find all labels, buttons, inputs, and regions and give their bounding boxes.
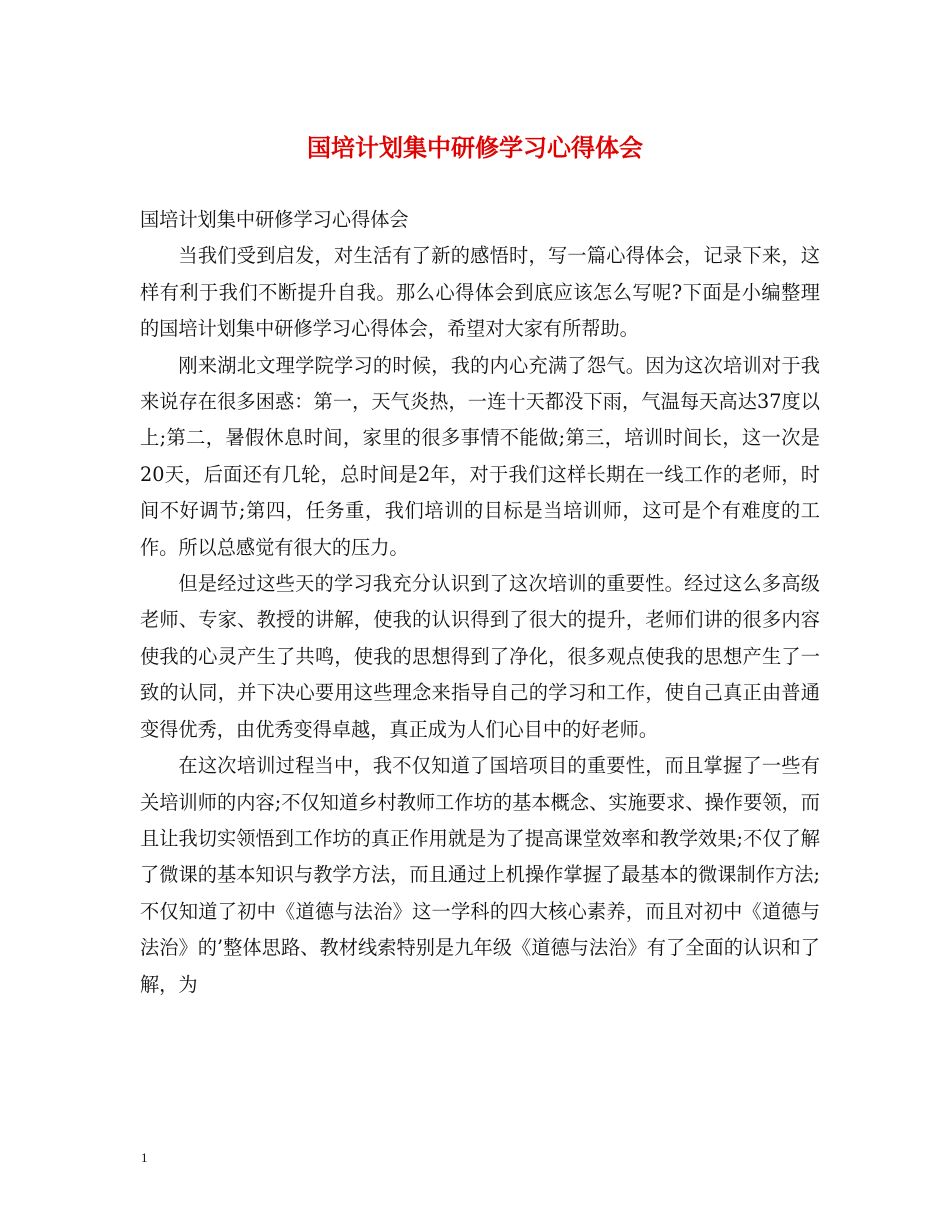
document-title: 国培计划集中研修学习心得体会 xyxy=(307,133,643,162)
paragraph-1: 当我们受到启发，对生活有了新的感悟时，写一篇心得体会，记录下来，这样有利于我们不断提升自我。那么心得体会到底应该怎么写呢?下面是小编整理的国培计划集中研修学习心得体会，希望对大家有所帮助。 xyxy=(140,244,820,341)
paragraph-4: 在这次培训过程当中，我不仅知道了国培项目的重要性，而且掌握了一些有关培训师的内容;不仅知道乡村教师工作坊的基本概念、实施要求、操作要领，而且让我切实领悟到工作坊的真正作用就是为了提高课堂效率和教学效果;不仅了解了微课的基本知识与教学方法，而且通过上机操作掌握了最基本的微课制作方法;不仅知道了初中《道德与法治》这一学科的四大核心素养，而且对初中《道德与法治》的’整体思路、教材线索特别是九年级《道德与法治》有了全面的认识和了解，为 xyxy=(140,754,820,996)
document-subtitle: 国培计划集中研修学习心得体会 xyxy=(140,208,409,231)
document-body xyxy=(140,202,820,1003)
page-number: 1 xyxy=(141,1150,148,1165)
paragraph-3: 但是经过这些天的学习我充分认识到了这次培训的重要性。经过这么多高级老师、专家、教授的讲解，使我的认识得到了很大的提升，老师们讲的很多内容使我的心灵产生了共鸣，使我的思想得到了净化，很多观点使我的思想产生了一致的认同，并下决心要用这些理念来指导自己的学习和工作，使自己真正由普通变得优秀，由优秀变得卓越，真正成为人们心目中的好老师。 xyxy=(140,572,820,741)
paragraph-2: 刚来湖北文理学院学习的时候，我的内心充满了怨气。因为这次培训对于我来说存在很多困惑：第一，天气炎热，一连十天都没下雨，气温每天高达37度以上;第二，暑假休息时间，家里的很多事情不能做;第三，培训时间长，这一次是20天，后面还有几轮，总时间是2年，对于我们这样长期在一线工作的老师，时间不好调节;第四，任务重，我们培训的目标是当培训师，这可是个有难度的工作。所以总感觉有很大的压力。 xyxy=(140,353,820,559)
